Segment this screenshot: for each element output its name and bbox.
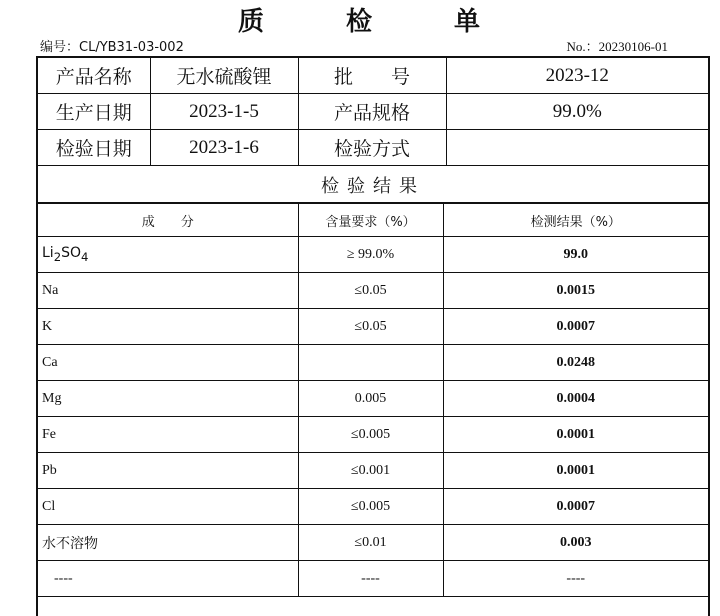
table-row	[38, 417, 708, 453]
result-cell: 0.0004	[443, 381, 708, 417]
component-cell: K	[38, 309, 298, 345]
table-row	[38, 489, 708, 525]
title-char: 单	[454, 6, 483, 37]
table-row	[38, 453, 708, 489]
result-cell: 0.0015	[443, 273, 708, 309]
product-name-label: 产品名称	[38, 58, 150, 94]
table-row	[38, 345, 708, 381]
requirement-cell: ≤0.05	[298, 309, 443, 345]
document-number: No.：20230106-01	[566, 39, 668, 54]
result-cell: ----	[443, 561, 708, 597]
method-value	[446, 130, 708, 166]
requirement-cell: ≤0.005	[298, 417, 443, 453]
title-char: 检	[345, 6, 374, 37]
component-cell: Fe	[38, 417, 298, 453]
document-code: 编号：CL/YB31-03-002	[40, 40, 184, 55]
requirement-cell: ≤0.05	[298, 273, 443, 309]
inspection-date-label: 检验日期	[38, 130, 150, 166]
component-cell: Cl	[38, 489, 298, 525]
method-label: 检验方式	[298, 130, 446, 166]
result-cell: 0.0001	[443, 417, 708, 453]
column-header-result: 检测结果（%）	[443, 204, 708, 237]
result-cell: 0.0007	[443, 309, 708, 345]
component-cell: Pb	[38, 453, 298, 489]
table-row	[38, 273, 708, 309]
info-row	[38, 94, 708, 130]
product-info-table	[38, 58, 708, 166]
result-cell: 0.0248	[443, 345, 708, 381]
component-cell: Mg	[38, 381, 298, 417]
batch-value: 2023-12	[446, 58, 708, 94]
table-row	[38, 525, 708, 561]
inspection-date-value: 2023-1-6	[150, 130, 298, 166]
info-row	[38, 130, 708, 166]
requirement-cell: 0.005	[298, 381, 443, 417]
requirement-cell	[298, 345, 443, 381]
batch-label: 批 号	[298, 58, 446, 94]
results-title: 检验结果	[38, 168, 708, 203]
requirement-cell: ≥ 99.0%	[298, 237, 443, 273]
production-date-label: 生产日期	[38, 94, 150, 130]
table-row	[38, 381, 708, 417]
result-cell: 0.0001	[443, 453, 708, 489]
column-header-requirement: 含量要求（%）	[298, 204, 443, 237]
requirement-cell: ≤0.001	[298, 453, 443, 489]
requirement-cell: ≤0.01	[298, 525, 443, 561]
table-row	[38, 309, 708, 345]
result-cell: 99.0	[443, 237, 708, 273]
component-cell: 水不溶物	[38, 525, 298, 561]
table-row	[38, 237, 708, 273]
spec-label: 产品规格	[298, 94, 446, 130]
component-cell: ----	[38, 561, 298, 597]
product-name-value: 无水硫酸锂	[150, 58, 298, 94]
results-table	[38, 203, 708, 597]
column-header-component: 成 分	[38, 204, 298, 237]
requirement-cell: ----	[298, 561, 443, 597]
component-cell: Na	[38, 273, 298, 309]
result-cell: 0.003	[443, 525, 708, 561]
component-cell: $Li_2SO_4$	[38, 237, 298, 273]
spec-value: 99.0%	[446, 94, 708, 130]
results-header-row	[38, 204, 708, 237]
component-cell: Ca	[38, 345, 298, 381]
document-title	[0, 2, 720, 36]
table-row	[38, 561, 708, 597]
inspection-sheet	[36, 56, 710, 616]
production-date-value: 2023-1-5	[150, 94, 298, 130]
result-cell: 0.0007	[443, 489, 708, 525]
requirement-cell: ≤0.005	[298, 489, 443, 525]
info-row	[38, 58, 708, 94]
title-char: 质	[237, 6, 266, 37]
